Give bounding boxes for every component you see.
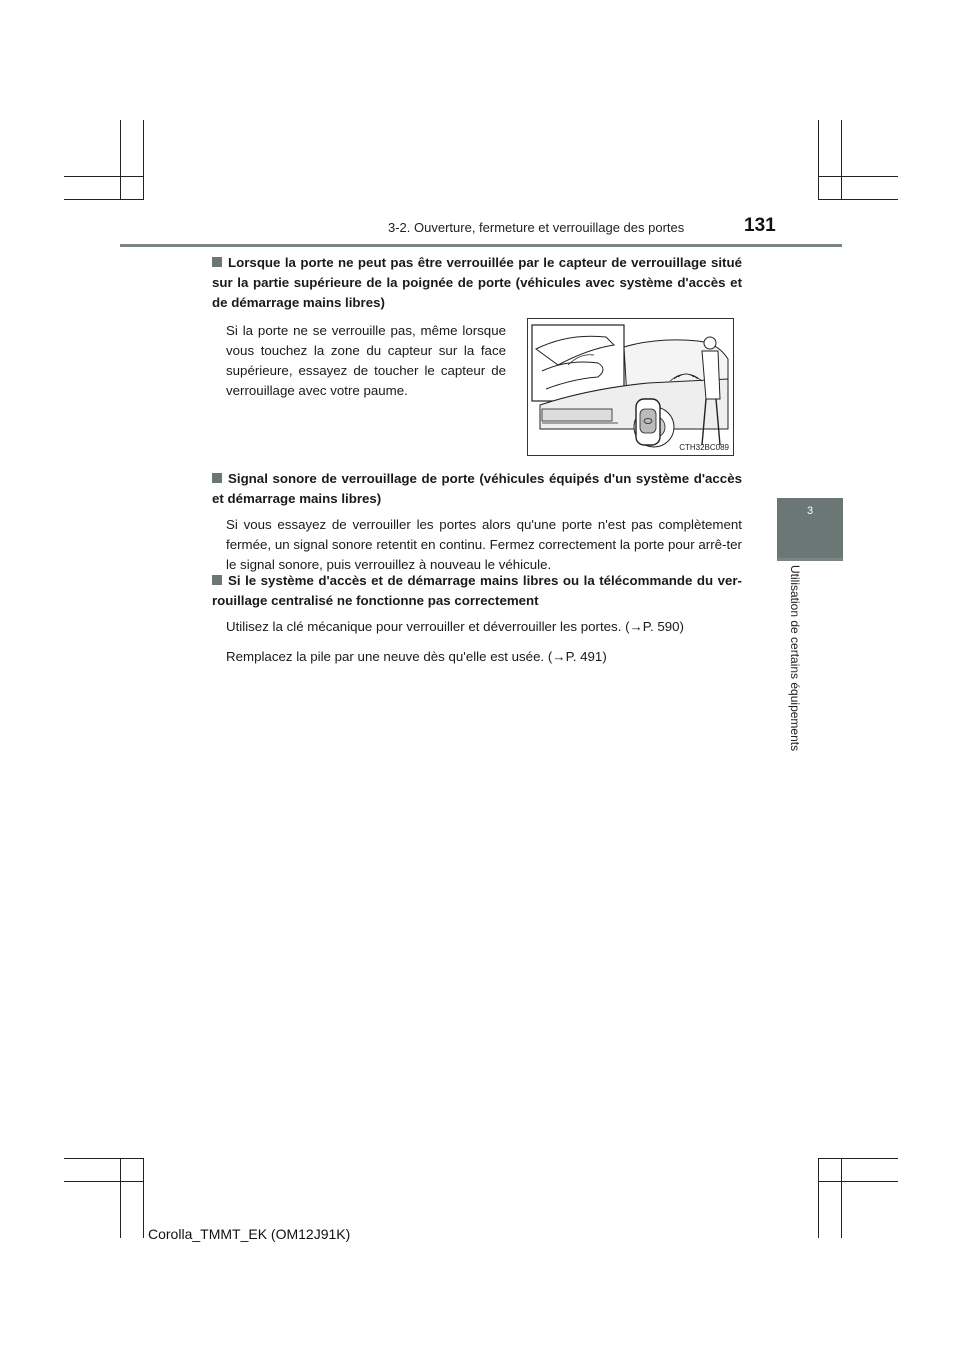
section-door-lock-buzzer	[212, 469, 742, 575]
crop-mark	[818, 1158, 898, 1159]
crop-mark	[818, 199, 898, 200]
crop-mark	[818, 176, 898, 177]
car-door-handle-icon	[528, 319, 733, 455]
section-body-mechanical-key: Utilisez la clé mécanique pour verrouiller et déverrouiller les portes. (→P. 590)	[226, 619, 684, 634]
crop-mark	[64, 176, 144, 177]
crop-mark	[818, 1158, 819, 1238]
illustration-code: CTH32BC089	[679, 443, 729, 452]
crop-mark	[64, 199, 144, 200]
section-heading: Lorsque la porte ne peut pas être verrouillée par le capteur de verrouillage situé sur la partie supérieure de la poignée de porte (véhicules avec système d'accès et de démarrage mains libres)	[212, 255, 742, 310]
crop-mark	[818, 120, 819, 200]
section-body-battery: Remplacez la pile par une neuve dès qu'elle est usée. (→P. 491)	[226, 649, 607, 664]
bullet-square-icon	[212, 473, 222, 483]
illustration-door-handle-sensor	[527, 318, 734, 456]
section-body: Si la porte ne se verrouille pas, même lorsque vous touchez la zone du capteur sur la face supérieure, essayez de toucher le capteur de verrouillage avec votre paume.	[226, 323, 506, 398]
crop-mark	[818, 1181, 898, 1182]
section-body: Si vous essayez de verrouiller les portes alors qu'une porte n'est pas complètement fermée, un signal sonore retentit en continu. Fermez correctement la porte pour arrê-ter le signal sonore, puis verrouillez à nouveau le véhicule.	[226, 517, 742, 572]
footer-doc-id: Corolla_TMMT_EK (OM12J91K)	[148, 1226, 351, 1242]
bullet-square-icon	[212, 257, 222, 267]
crop-mark	[64, 1158, 144, 1159]
crop-mark	[143, 1158, 144, 1238]
crop-mark	[841, 1158, 842, 1238]
chapter-tab-rule	[777, 558, 843, 561]
page-number: 131	[744, 215, 776, 236]
crop-mark	[120, 1158, 121, 1238]
bullet-square-icon	[212, 575, 222, 585]
chapter-title: Utilisation de certains équipements	[788, 565, 802, 752]
section-system-malfunction	[212, 571, 742, 667]
crop-mark	[841, 120, 842, 200]
crop-mark	[143, 120, 144, 200]
section-heading: Signal sonore de verrouillage de porte (véhicules équipés d'un système d'accès et démarrage mains libres)	[212, 471, 742, 506]
header-rule	[120, 244, 842, 247]
chapter-number: 3	[806, 505, 814, 517]
crop-mark	[120, 120, 121, 200]
crop-mark	[64, 1181, 144, 1182]
section-header-title: 3-2. Ouverture, fermeture et verrouillage des portes	[388, 220, 685, 235]
section-heading: Si le système d'accès et de démarrage mains libres ou la télécommande du ver-rouillage centralisé ne fonctionne pas correctement	[212, 573, 742, 608]
